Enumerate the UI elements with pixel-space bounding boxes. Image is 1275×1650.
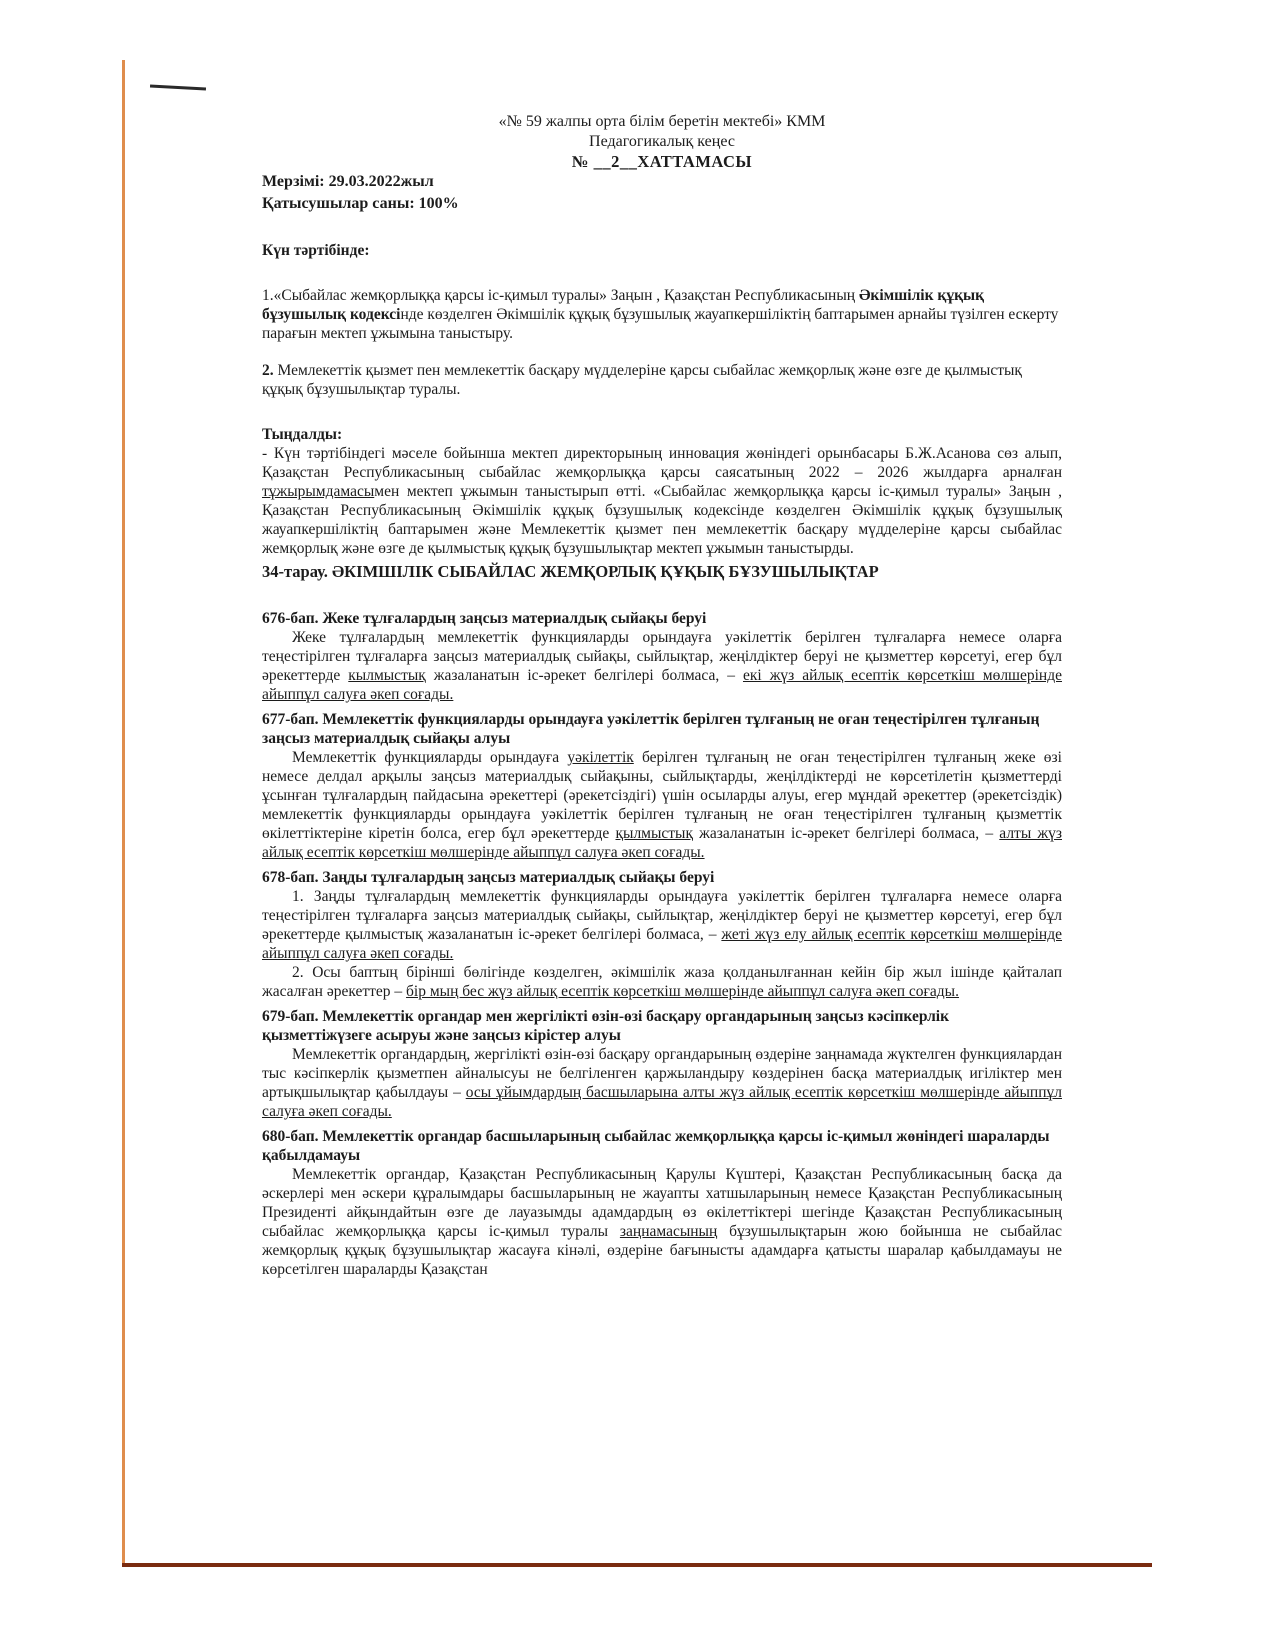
chapter-title: 34-тарау. ӘКІМШІЛІК СЫБАЙЛАС ЖЕМҚОРЛЫҚ ҚҰҚЫҚ БҰЗУШЫЛЫҚТАР xyxy=(262,562,879,581)
article-678-title: 678-бап. Заңды тұлғалардың заңсыз материалдық сыйақы беруі xyxy=(262,869,715,886)
article-677-text-b: берілген тұлғаның не оған теңестірілген тұлғаның жеке өзі немесе делдал арқылы заңсыз материалдық сыйақыны, сыйлықтарды, жеңілдіктерді не көрсетілетін қызметтерді ұсынған тұлғалардың пайдасына әрекеттері (әрекетсіздігі) үшін осыларды алуы, егер мұндай әрекеттер (әрекетсіздік) мемлекеттік функцияларды орындауға уәкілеттік берілген тұлғаның не оған теңестірілген тұлғаның қызметтік өкілеттіктеріне кіретін болса, егер бұл әрекеттерде xyxy=(262,749,1062,842)
article-678-part-1-text: 1. Заңды тұлғалардың мемлекеттік функцияларды орындауға уәкілеттік берілген тұлғаларға немесе оларға теңестірілген тұлғаларға заңсыз материалдық сыйақы, сыйлықтар, жеңілдіктер беруі не қызметтер көрсетуі, егер бұл әрекеттерде қылмыстық жазаланатын іс-әрекет белгілері болмаса, – xyxy=(262,888,1062,943)
agenda-item-2-text: Мемлекеттік қызмет пен мемлекеттік басқару мүдделеріне қарсы сыбайлас жемқорлық және өзге де қылмыстық құқық бұзушылықтар туралы. xyxy=(262,362,1022,398)
agenda-item-2 xyxy=(262,361,1062,399)
article-676-penalty: екі жүз айлық есептік көрсеткіш мөлшерінде айыппұл салуға әкеп соғады. xyxy=(262,667,1062,703)
listened-text-b: мен мектеп ұжымын таныстырып өтті. «Сыбайлас жемқорлыққа қарсы іс-қимыл туралы» Заңын , Қазақстан Республикасының Әкімшілік құқық бұзушылық кодексінде көзделген Әкімшілік құқық бұзушылық жауапкершіліктің баптарымен және Мемлекеттік қызмет пен мемлекеттік басқару мүдделеріне қарсы сыбайлас жемқорлық және өзге де қылмыстық құқық бұзушылықтар мектеп ұжымын таныстырды. xyxy=(262,483,1062,557)
article-677-text-c: жазаланатын іс-әрекет белгілері болмаса, – xyxy=(693,825,1000,842)
document-title: № __2__ХАТТАМАСЫ xyxy=(571,152,753,171)
meeting-date: Мерзімі: 29.03.2022жыл xyxy=(262,173,434,190)
article-676-text-b: жазаланатын іс-әрекет белгілері болмаса, – xyxy=(425,667,743,684)
article-676-text-a: Жеке тұлғалардың мемлекеттік функцияларды орындауға уәкілеттік берілген тұлғаларға немесе оларға теңестірілген тұлғаларға заңсыз материалдық сыйақы, сыйлықтар, жеңілдіктер беруі не қызметтер көрсетуі, егер бұл әрекеттерде xyxy=(262,629,1062,684)
article-679-title: 679-бап. Мемлекеттік органдар мен жергілікті өзін-өзі басқару органдарының заңсыз кәсіпкерлік қызметтіжүзеге асыруы және заңсыз кірістер алуы xyxy=(262,1008,950,1044)
agenda-item-1 xyxy=(262,286,1062,343)
article-677-underlined-1: уәкілеттік xyxy=(567,749,634,766)
agenda-item-1-bold: Әкімшілік құқық бұзушылық кодексі xyxy=(262,287,985,323)
listened-text xyxy=(262,444,1062,558)
article-678-part-1-penalty: жеті жүз елу айлық есептік көрсеткіш мөлшерінде айыппұл салуға әкеп соғады. xyxy=(262,926,1062,962)
article-677-underlined-2: қылмыстық xyxy=(615,825,693,842)
agenda-heading: Күн тәртібінде: xyxy=(262,242,370,259)
article-677-title: 677-бап. Мемлекеттік функцияларды орындауға уәкілеттік берілген тұлғаның не оған теңестірілген тұлғаның заңсыз материалдық сыйақы алуы xyxy=(262,711,1040,747)
agenda-item-1-rest: нде көзделген Әкімшілік құқық бұзушылық жауапкершіліктің баптарымен арнайы түзілген ескерту парағын мектеп ұжымына таныстыру. xyxy=(262,306,1059,342)
listened-text-a: - Күн тәртібіндегі мәселе бойынша мектеп директорының инновация жөніндегі орынбасары Б.Ж.Асанова сөз алып, Қазақстан Республикасының сыбайлас жемқорлыққа қарсы саясатының 2022 – 2026 жылдарға арналған xyxy=(262,445,1062,481)
article-678-part-2-penalty: бір мың бес жүз айлық есептік көрсеткіш мөлшерінде айыппұл салуға әкеп соғады. xyxy=(406,983,959,1000)
article-677-text-a: Мемлекеттік функцияларды орындауға xyxy=(292,749,568,766)
participants-count: Қатысушылар саны: 100% xyxy=(262,195,459,212)
listened-heading: Тыңдалды: xyxy=(262,426,343,443)
school-name: «№ 59 жалпы орта білім беретін мектебі» КММ xyxy=(498,113,826,130)
article-678-part-2-text: 2. Осы баптың бірінші бөлігінде көзделген, әкімшілік жаза қолданылғаннан кейін бір жыл ішінде қайталап жасалған әрекеттер – xyxy=(262,964,1062,1000)
article-677-penalty: алты жүз айлық есептік көрсеткіш мөлшерінде айыппұл салуға әкеп соғады. xyxy=(262,825,1062,861)
article-678-part-1 xyxy=(262,887,1062,963)
page-bottom-edge xyxy=(122,1563,1152,1567)
article-678-part-2 xyxy=(262,963,1062,1001)
page-left-edge xyxy=(122,60,125,1565)
agenda-item-1-text: 1.«Сыбайлас жемқорлыққа қарсы іс-қимыл туралы» Заңын , Қазақстан Республикасының xyxy=(262,287,859,304)
article-680-text-b: бұзушылықтарын жою бойынша не сыбайлас жемқорлық құқық бұзушылықтар жасауға кінәлі, өздеріне бағынысты адамдарға қатысты шаралар қабылдамауы не көрсетілген шараларды Қазақстан xyxy=(262,1223,1062,1278)
document-body xyxy=(262,112,1062,1279)
article-676-text xyxy=(262,628,1062,704)
article-680-underlined: заңнамасының xyxy=(619,1223,718,1240)
council-name: Педагогикалық кеңес xyxy=(589,133,735,150)
article-676-underlined-1: кылмыстық xyxy=(348,667,426,684)
article-676-title: 676-бап. Жеке тұлғалардың заңсыз материалдық сыйақы беруі xyxy=(262,610,707,627)
pen-mark xyxy=(150,85,206,91)
article-680-text-a: Мемлекеттік органдар, Қазақстан Республикасының Қарулы Күштері, Қазақстан Республикасының басқа да әскерлері мен әскери құралымдары басшыларының не жауапты хатшыларының немесе Қазақстан Республикасының Президенті айқындайтын өзге де лауазымды адамдардың өз өкілеттіктері шегінде Қазақстан Республикасының сыбайлас жемқорлыққа қарсы іс-қимыл туралы xyxy=(262,1166,1062,1240)
article-677-text xyxy=(262,748,1062,862)
article-679-text-a: Мемлекеттік органдардың, жергілікті өзін-өзі басқару органдарының өздеріне заңнамада жүктелген функциялардан тыс кәсіпкерлік қызметпен айналысуы не белгіленген қаржыландыру көздерінен басқа материалдық игіліктер мен артықшылықтар қабылдауы – xyxy=(262,1046,1062,1101)
article-679-text xyxy=(262,1045,1062,1121)
agenda-item-2-number: 2. xyxy=(262,362,274,379)
article-680-title: 680-бап. Мемлекеттік органдар басшыларының сыбайлас жемқорлыққа қарсы іс-қимыл жөніндегі шараларды қабылдамауы xyxy=(262,1128,1050,1164)
listened-text-underlined: тұжырымдамасы xyxy=(262,483,375,500)
article-679-penalty: осы ұйымдардың басшыларына алты жүз айлық есептік көрсеткіш мөлшерінде айыппұл салуға әкеп соғады. xyxy=(262,1084,1062,1120)
article-680-text xyxy=(262,1165,1062,1279)
